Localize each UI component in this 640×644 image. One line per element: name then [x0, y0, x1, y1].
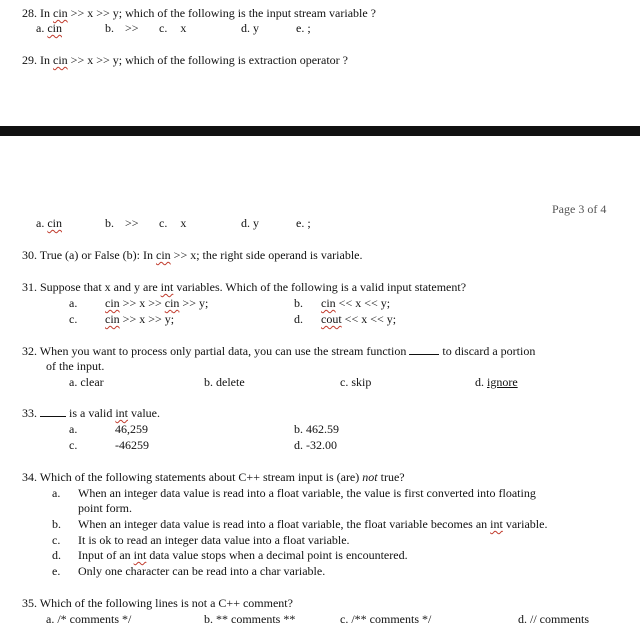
q32-text-post: to discard a portion — [442, 344, 536, 358]
q30-stem — [22, 248, 363, 262]
q33-stem — [22, 406, 160, 420]
q35-opt-a: a. /* comments */ — [46, 612, 132, 626]
q32-text-pre: When you want to process only partial data, you can use the stream function — [39, 344, 407, 358]
q30-text-post: >> x; the right side operand is variable. — [173, 248, 363, 262]
q28-opt-c-val: x — [180, 21, 187, 35]
page-number: Page 3 of 4 — [552, 202, 607, 216]
q28-opt-e: e. ; — [296, 21, 311, 35]
q35-opt-c: c. /** comments */ — [340, 612, 432, 626]
q32-opt-c: c. skip — [340, 375, 372, 389]
q34-e-text: Only one character can be read into a char variable. — [78, 564, 326, 578]
q28-stem — [22, 6, 376, 20]
q31-number: 31. — [22, 280, 37, 294]
q34-c-text: It is ok to read an integer data value into a float variable. — [78, 533, 350, 547]
q33-text-post: value. — [131, 406, 160, 420]
q30-cin: cin — [156, 248, 171, 262]
q29-text-post: >> x >> y; which of the following is extraction operator ? — [70, 53, 349, 67]
q31-a-cin1: cin — [105, 296, 120, 310]
q31-a-mid: >> x >> — [122, 296, 162, 310]
q33-blank — [40, 416, 66, 417]
q31-d-label: d. — [294, 312, 303, 326]
q29-opt-c-val: x — [180, 216, 187, 230]
q33-a-val: 46,259 — [115, 422, 148, 436]
q34-number: 34. — [22, 470, 37, 484]
q33-text-pre: is a valid — [69, 406, 113, 420]
q33-c-label: c. — [69, 438, 78, 452]
q35-opt-b: b. ** comments ** — [204, 612, 296, 626]
q31-d-text — [321, 312, 396, 326]
q29-opt-a — [36, 216, 62, 230]
q35-number: 35. — [22, 596, 37, 610]
q31-b-label: b. — [294, 296, 303, 310]
q35-opt-d: d. // comments — [518, 612, 589, 626]
q32-stem — [22, 344, 535, 358]
q28-text-post: >> x >> y; which of the following is the input stream variable ? — [70, 6, 377, 20]
q31-text-pre: Suppose that x and y are — [40, 280, 158, 294]
q31-c-cin: cin — [105, 312, 120, 326]
q28-opt-c — [159, 21, 186, 35]
q32-opt-a: a. clear — [69, 375, 104, 389]
q35-text: Which of the following lines is not a C++ comment? — [39, 596, 293, 610]
q34-e-label: e. — [52, 564, 61, 578]
q31-c-label: c. — [69, 312, 78, 326]
q31-int: int — [160, 280, 174, 294]
page-break-band — [0, 126, 640, 136]
q30-text-pre: True (a) or False (b): In — [39, 248, 153, 262]
q29-text-pre: In — [40, 53, 50, 67]
q29-stem — [22, 53, 348, 67]
q29-opt-c-label: c. — [159, 216, 168, 230]
q34-a-line2: point form. — [78, 501, 132, 515]
q34-text-pre: Which of the following statements about C++ stream input is (are) — [39, 470, 360, 484]
q28-opt-a-prefix: a. — [36, 21, 45, 35]
q32-number: 32. — [22, 344, 37, 358]
q34-b-label: b. — [52, 517, 61, 531]
q31-text-post: variables. Which of the following is a valid input statement? — [176, 280, 467, 294]
q31-c-text — [105, 312, 174, 326]
q34-b-int: int — [490, 517, 503, 531]
q32-opt-d — [475, 375, 518, 389]
q29-opt-c — [159, 216, 186, 230]
q34-d-pre: Input of an — [78, 548, 131, 562]
q34-not: not — [362, 470, 378, 484]
q29-opt-b — [105, 216, 139, 230]
q29-opt-b-label: b. — [105, 216, 114, 230]
q29-cin: cin — [53, 53, 68, 67]
q28-opt-b — [105, 21, 139, 35]
q34-c-label: c. — [52, 533, 61, 547]
q31-a-label: a. — [69, 296, 78, 310]
q32-blank — [409, 354, 439, 355]
q28-opt-c-label: c. — [159, 21, 168, 35]
q32-opt-d-prefix: d. — [475, 375, 484, 389]
q34-a-line1: When an integer data value is read into a float variable, the value is first converted into floating — [78, 486, 536, 500]
q32-opt-d-text: ignore — [487, 375, 518, 389]
q28-opt-b-val: >> — [125, 21, 139, 35]
q29-opt-a-prefix: a. — [36, 216, 45, 230]
q28-cin: cin — [53, 6, 68, 20]
q29-opt-e: e. ; — [296, 216, 311, 230]
q31-stem — [22, 280, 466, 294]
q29-opt-a-text: cin — [47, 216, 62, 230]
q34-b-end: variable. — [505, 517, 548, 531]
q33-int: int — [115, 406, 128, 420]
q34-d-text — [78, 548, 408, 562]
q31-b-text — [321, 296, 390, 310]
q34-b-text-main: When an integer data value is read into a float variable, the float variable becomes an — [78, 517, 488, 531]
q32-opt-b: b. delete — [204, 375, 245, 389]
q31-a-end: >> y; — [182, 296, 209, 310]
q31-c-end: >> x >> y; — [122, 312, 175, 326]
q28-number: 28. — [22, 6, 37, 20]
q31-d-end: << x << y; — [344, 312, 397, 326]
q31-a-text — [105, 296, 208, 310]
q31-a-cin2: cin — [164, 296, 180, 310]
q33-d-val: d. -32.00 — [294, 438, 337, 452]
q32-line2: of the input. — [46, 359, 105, 373]
q29-number: 29. — [22, 53, 37, 67]
q35-stem — [22, 596, 293, 610]
q28-opt-b-label: b. — [105, 21, 114, 35]
q28-text-pre: In — [40, 6, 50, 20]
q31-b-end: << x << y; — [338, 296, 391, 310]
q33-a-label: a. — [69, 422, 78, 436]
q33-c-val: -46259 — [115, 438, 149, 452]
q33-number: 33. — [22, 406, 37, 420]
q34-b-text — [78, 517, 547, 531]
q30-number: 30. — [22, 248, 37, 262]
q28-opt-d: d. y — [241, 21, 259, 35]
q34-d-post: data value stops when a decimal point is encountered. — [149, 548, 408, 562]
q34-a-label: a. — [52, 486, 61, 500]
q33-b-val: b. 462.59 — [294, 422, 339, 436]
q29-opt-b-val: >> — [125, 216, 139, 230]
q34-d-int: int — [133, 548, 147, 562]
q31-d-cout: cout — [321, 312, 342, 326]
q34-stem — [22, 470, 405, 484]
q28-opt-a — [36, 21, 62, 35]
q28-opt-a-text: cin — [47, 21, 62, 35]
q29-opt-d: d. y — [241, 216, 259, 230]
q31-b-cin: cin — [321, 296, 336, 310]
q34-d-label: d. — [52, 548, 61, 562]
q34-text-post: true? — [380, 470, 405, 484]
